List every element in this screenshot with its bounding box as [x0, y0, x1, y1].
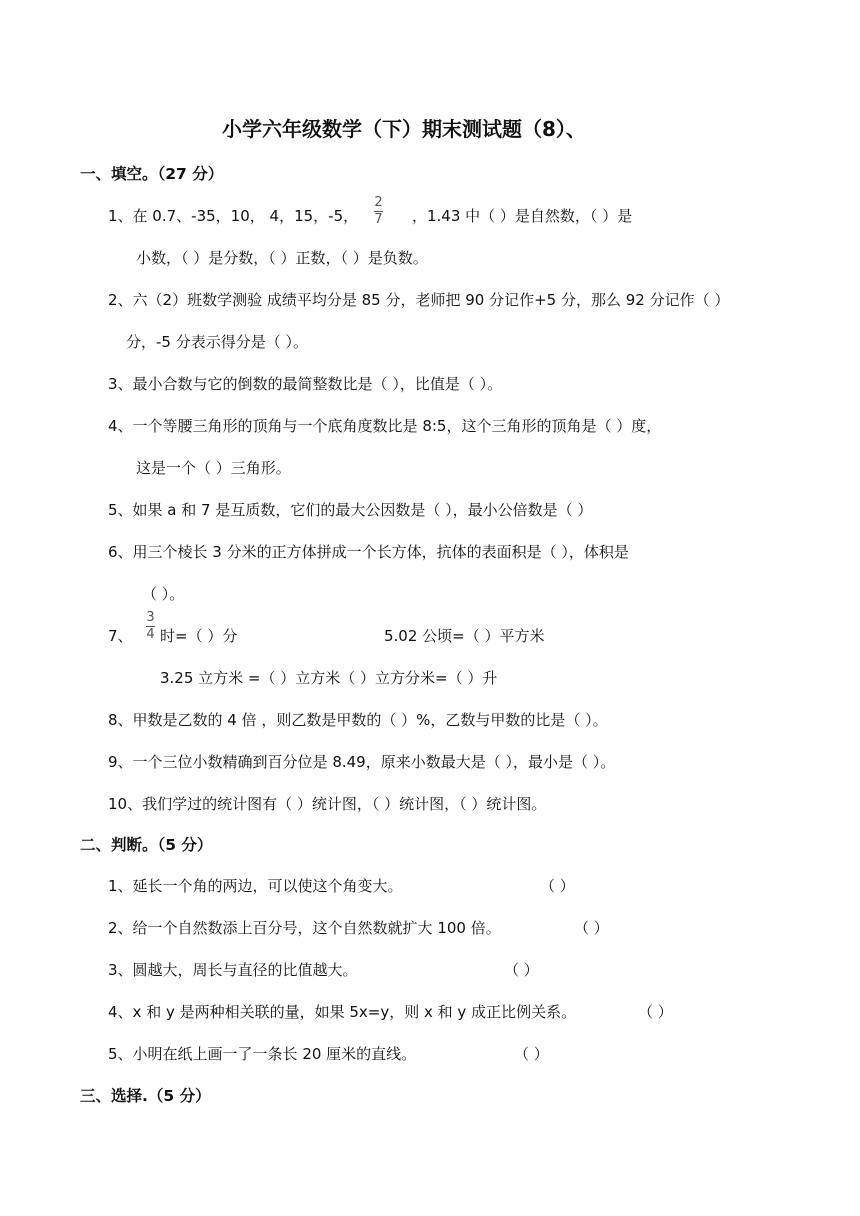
question-7-fraction	[146, 611, 155, 642]
question-7-part-a: 时=（ ）分	[160, 627, 238, 645]
question-3: 3、最小合数与它的倒数的最简整数比是（ ），比值是（ ）。	[108, 375, 503, 393]
question-1-part-a: 1、在 0.7、-35，10， 4，15，-5，	[108, 207, 359, 225]
question-7-part-b: 5.02 公顷=（ ）平方米	[384, 627, 545, 645]
judge-item-1-answer-bracket: （ ）	[540, 877, 575, 895]
question-8: 8、甲数是乙数的 4 倍 ，则乙数是甲数的（ ）%，乙数与甲数的比是（ ）。	[108, 711, 608, 729]
question-7-part-c: 3.25 立方米 =（ ）立方米（ ）立方分米=（ ）升	[160, 669, 498, 687]
section-heading-choice: 三、选择.（5 分）	[80, 1087, 211, 1105]
section-heading-fill: 一、填空。（27 分）	[80, 165, 224, 183]
question-10: 10、我们学过的统计图有（ ）统计图，（ ）统计图，（ ）统计图。	[108, 795, 547, 813]
fraction-numerator: 2	[374, 195, 383, 210]
judge-item-4: 4、x 和 y 是两种相关联的量，如果 5x=y，则 x 和 y 成正比例关系。	[108, 1003, 577, 1021]
fraction-denominator: 4	[146, 627, 155, 642]
question-5: 5、如果 a 和 7 是互质数，它们的最大公因数是（ ），最小公倍数是（ ）	[108, 501, 593, 519]
judge-item-1: 1、延长一个角的两边，可以使这个角变大。	[108, 877, 403, 895]
judge-item-2-answer-bracket: （ ）	[574, 919, 609, 937]
question-9: 9、一个三位小数精确到百分位是 8.49，原来小数最大是（ ），最小是（ ）。	[108, 753, 616, 771]
question-1-fraction	[374, 196, 383, 227]
question-1-part-c: 小数，（ ）是分数，（ ）正数，（ ）是负数。	[136, 249, 428, 267]
judge-item-4-answer-bracket: （ ）	[638, 1003, 673, 1021]
question-2-part-a: 2、六（2）班数学测验 成绩平均分是 85 分，老师把 90 分记作+5 分，那么 92 分记作（ ）	[108, 291, 730, 309]
judge-item-3: 3、圆越大，周长与直径的比值越大。	[108, 961, 358, 979]
judge-item-5-answer-bracket: （ ）	[514, 1045, 549, 1063]
question-7-number: 7、	[108, 627, 133, 645]
question-6-part-a: 6、用三个棱长 3 分米的正方体拼成一个长方体，抗体的表面积是（ ），体积是	[108, 543, 629, 561]
fraction-denominator: 7	[374, 212, 383, 227]
question-4-part-b: 这是一个（ ）三角形。	[136, 459, 291, 477]
question-2-part-b: 分，-5 分表示得分是（ ）。	[126, 333, 308, 351]
judge-item-3-answer-bracket: （ ）	[504, 961, 539, 979]
judge-item-2: 2、给一个自然数添上百分号，这个自然数就扩大 100 倍。	[108, 919, 501, 937]
section-heading-judge: 二、判断。（5 分）	[80, 836, 213, 854]
fraction-numerator: 3	[146, 610, 155, 625]
page-title: 小学六年级数学（下）期末测试题（8）、	[222, 117, 586, 141]
question-1-part-b: ，1.43 中（ ）是自然数，（ ）是	[412, 207, 633, 225]
question-6-part-b: （ ）。	[142, 585, 185, 603]
question-4-part-a: 4、一个等腰三角形的顶角与一个底角度数比是 8:5，这个三角形的顶角是（ ）度，	[108, 417, 662, 435]
judge-item-5: 5、小明在纸上画一了一条长 20 厘米的直线。	[108, 1045, 417, 1063]
